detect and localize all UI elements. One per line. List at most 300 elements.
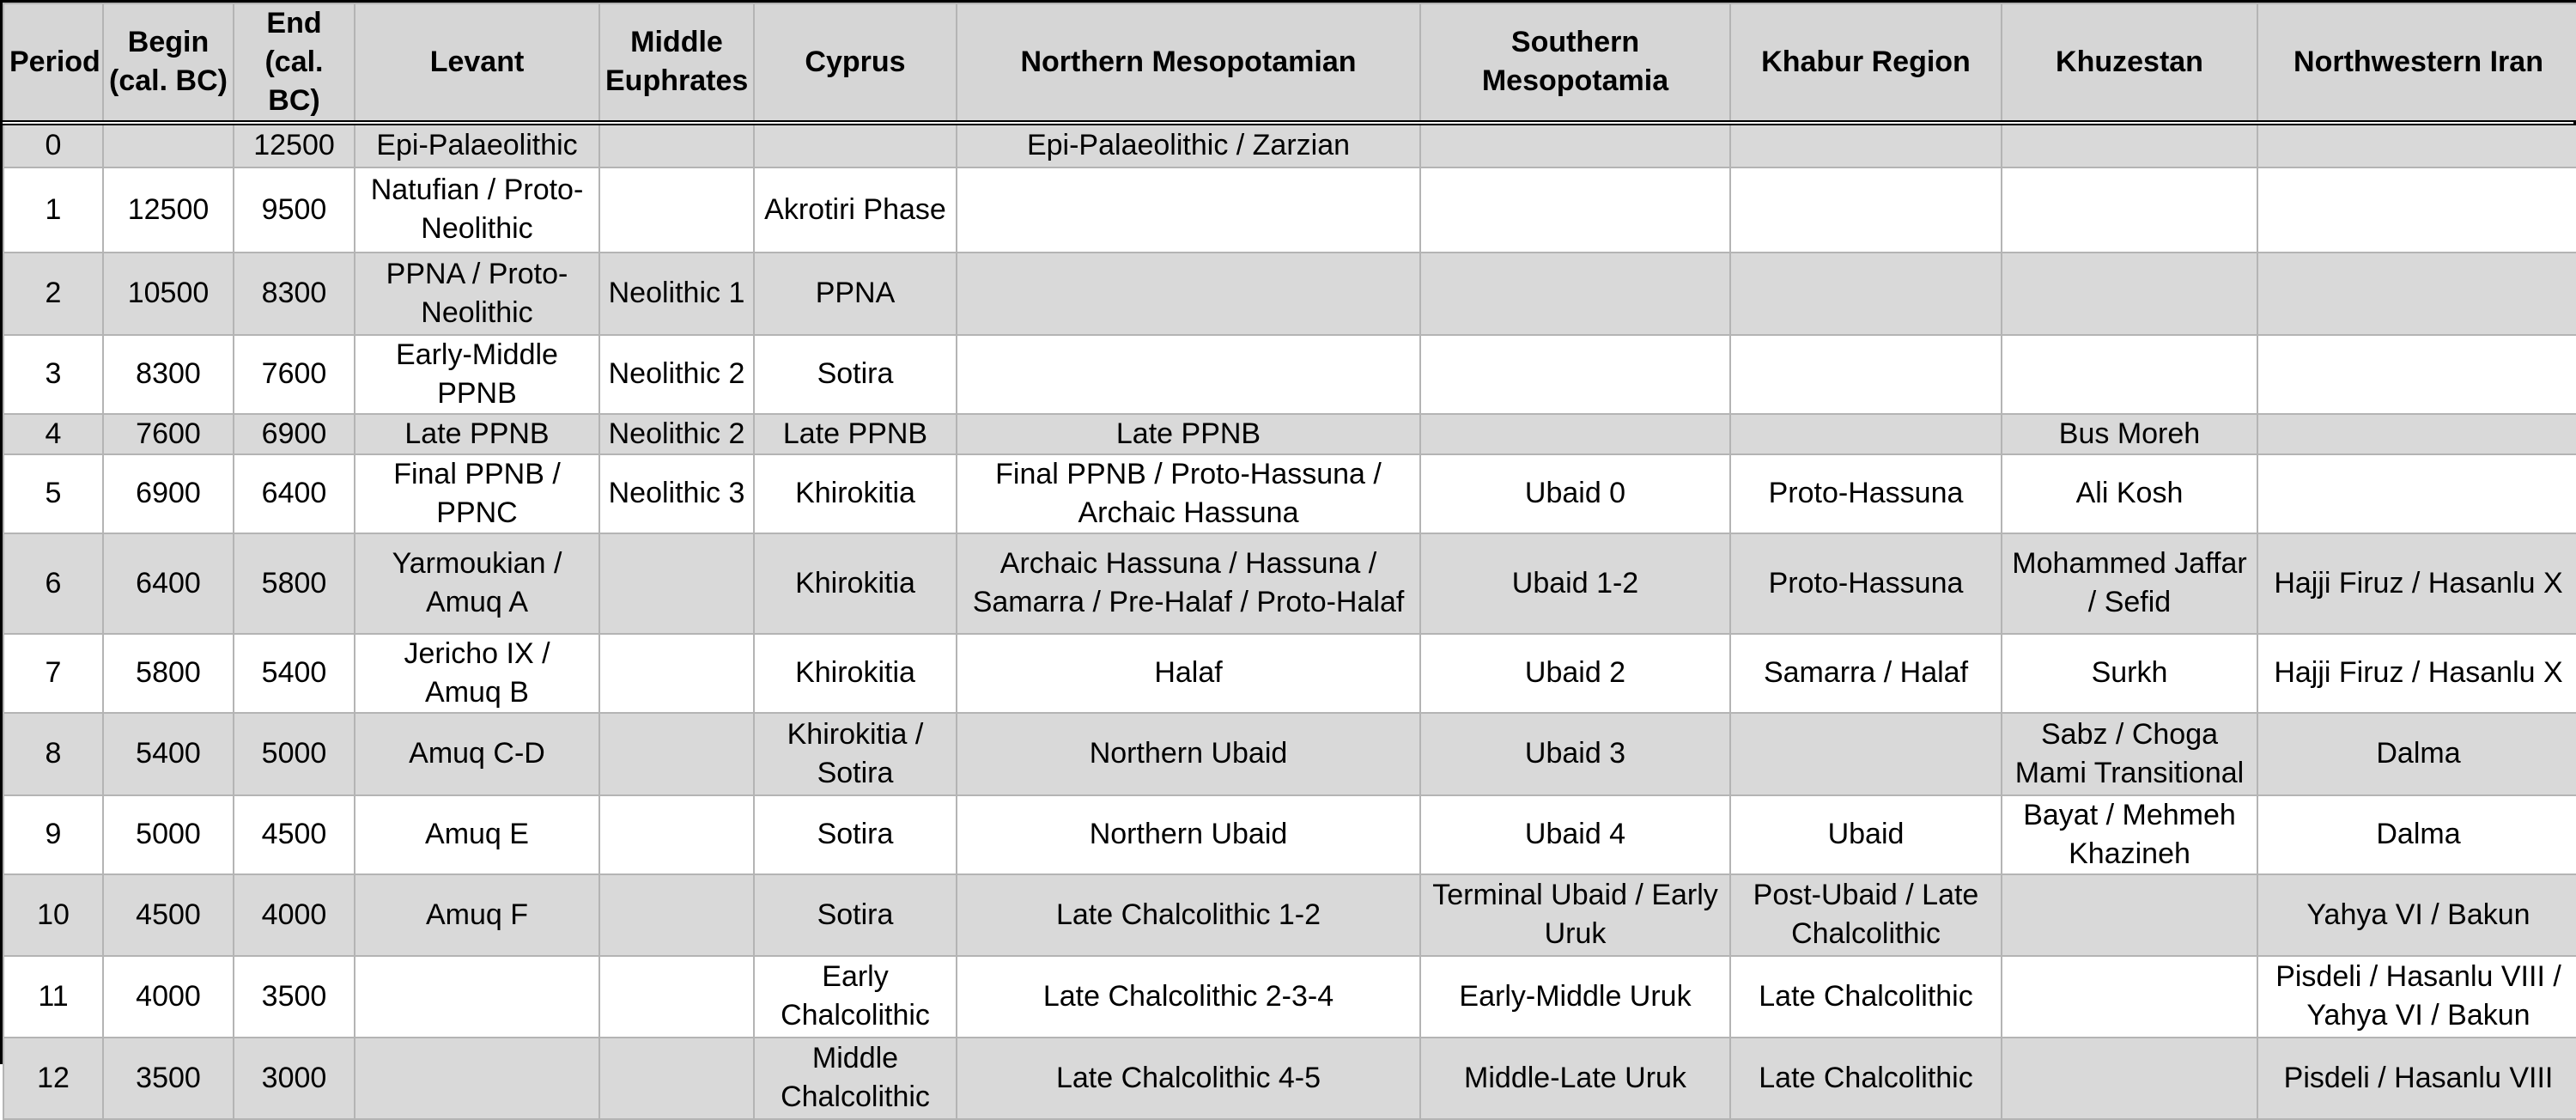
cell-khabur-region (1730, 167, 2002, 253)
cell-southern-mesopotamia (1420, 335, 1730, 414)
cell-northwestern-iran (2257, 414, 2576, 454)
cell-khabur-region (1730, 454, 2002, 533)
cell-text: 1 (45, 192, 62, 226)
cell-end (234, 795, 355, 874)
cell-text: Sotira (817, 818, 894, 851)
cell-end (234, 874, 355, 956)
cell-begin (103, 956, 234, 1038)
cell-text: Dalma (2376, 737, 2461, 770)
cell-begin (103, 795, 234, 874)
cell-text: 3 (45, 357, 62, 391)
cell-northwestern-iran (2257, 874, 2576, 956)
cell-text: 5 (45, 477, 62, 510)
cell-northern-mesopotamian (957, 1038, 1420, 1119)
column-header-middle-euphrates (599, 3, 754, 123)
cell-khabur-region (1730, 253, 2002, 335)
column-header-levant (355, 3, 599, 123)
cell-cyprus (754, 454, 957, 533)
column-header-khuzestan (2002, 3, 2257, 123)
cell-northwestern-iran (2257, 454, 2576, 533)
cell-text: Uruk (1544, 917, 1607, 950)
column-header-end (234, 3, 355, 123)
cell-khuzestan (2002, 253, 2257, 335)
cell-text: Final PPNB / Proto-Hassuna / (995, 457, 1382, 490)
column-header-text: (cal. BC) (264, 45, 324, 117)
cell-text: Northern Ubaid (1089, 737, 1288, 770)
cell-northern-mesopotamian (957, 634, 1420, 713)
cell-middle-euphrates (599, 795, 754, 874)
cell-text: Late Chalcolithic 1-2 (1055, 898, 1321, 931)
cell-northern-mesopotamian (957, 414, 1420, 454)
cell-text: Early-Middle (396, 338, 558, 371)
cell-middle-euphrates (599, 533, 754, 634)
cell-text: Dalma (2376, 818, 2461, 851)
cell-cyprus (754, 874, 957, 956)
cell-text: Amuq A (425, 586, 529, 618)
cell-text: Pisdeli / Hasanlu VIII (2283, 1061, 2554, 1094)
cell-northwestern-iran (2257, 634, 2576, 713)
table-row (3, 454, 2576, 533)
cell-text: Middle (811, 1042, 899, 1075)
cell-text: Terminal Ubaid / Early (1432, 879, 1718, 912)
cell-begin (103, 454, 234, 533)
cell-khuzestan (2002, 713, 2257, 795)
cell-text: Ubaid 0 (1524, 477, 1626, 510)
column-header-text: Southern Mesopotamia (1481, 26, 1669, 98)
cell-northwestern-iran (2257, 795, 2576, 874)
cell-northern-mesopotamian (957, 253, 1420, 335)
column-header-text: Khuzestan (2056, 45, 2203, 78)
cell-khabur-region (1730, 533, 2002, 634)
cell-middle-euphrates (599, 454, 754, 533)
column-header-text: Khabur Region (1761, 45, 1971, 78)
cell-text: Sotira (817, 357, 894, 391)
cell-text: Natufian / Proto- (370, 173, 584, 207)
cell-text: 6400 (136, 566, 201, 600)
cell-begin (103, 634, 234, 713)
cell-middle-euphrates (599, 253, 754, 335)
cell-text: Akrotiri Phase (764, 192, 946, 226)
cell-end (234, 713, 355, 795)
cell-end (234, 454, 355, 533)
cell-text: Early (822, 960, 889, 994)
cell-text: 7600 (261, 357, 327, 391)
cell-text: Hajji Firuz / Hasanlu X (2274, 656, 2563, 690)
cell-text: Chalcolithic (781, 1080, 930, 1113)
cell-cyprus (754, 713, 957, 795)
column-header-text: Northern Mesopotamian (1020, 45, 1357, 78)
cell-text: Proto-Hassuna (1768, 566, 1964, 600)
cell-levant (355, 533, 599, 634)
cell-end (234, 414, 355, 454)
cell-middle-euphrates (599, 1038, 754, 1119)
column-header-text: Period (9, 45, 100, 78)
cell-text: Late PPNB (1115, 417, 1261, 450)
cell-period (3, 533, 103, 634)
cell-levant (355, 167, 599, 253)
cell-text: 4500 (136, 898, 201, 931)
cell-text: 5800 (136, 656, 201, 690)
cell-text: Khirokitia (795, 656, 915, 690)
cell-text: Khazineh (2069, 837, 2190, 870)
cell-text: Khirokitia / (787, 717, 924, 751)
cell-text: Late Chalcolithic (1759, 1061, 1973, 1094)
cell-text: Bayat / Mehmeh (2023, 798, 2236, 831)
cell-text: Halaf (1154, 656, 1223, 690)
cell-southern-mesopotamia (1420, 1038, 1730, 1119)
cell-text: Epi-Palaeolithic / Zarzian (1026, 129, 1351, 162)
cell-period (3, 167, 103, 253)
cell-cyprus (754, 795, 957, 874)
cell-text: Middle-Late Uruk (1464, 1061, 1686, 1094)
cell-text: Amuq C-D (409, 737, 545, 770)
cell-text: Ali Kosh (2075, 477, 2184, 510)
cell-levant (355, 454, 599, 533)
cell-begin (103, 414, 234, 454)
cell-southern-mesopotamia (1420, 167, 1730, 253)
cell-khuzestan (2002, 414, 2257, 454)
cell-southern-mesopotamia (1420, 123, 1730, 167)
cell-period (3, 634, 103, 713)
cell-khabur-region (1730, 123, 2002, 167)
cell-text: Sotira (817, 898, 894, 931)
table-row (3, 1038, 2576, 1119)
cell-end (234, 253, 355, 335)
cell-levant (355, 123, 599, 167)
cell-middle-euphrates (599, 956, 754, 1038)
cell-period (3, 335, 103, 414)
cell-northern-mesopotamian (957, 956, 1420, 1038)
cell-text: 10 (37, 898, 70, 931)
cell-khuzestan (2002, 335, 2257, 414)
cell-text: 6 (45, 566, 62, 600)
cell-text: 12 (37, 1061, 70, 1094)
cell-khuzestan (2002, 795, 2257, 874)
cell-period (3, 414, 103, 454)
cell-text: 2 (45, 277, 62, 310)
cell-text: Ubaid 1-2 (1511, 566, 1639, 600)
cell-text: 4 (45, 417, 62, 450)
cell-northwestern-iran (2257, 533, 2576, 634)
cell-text: Ubaid 2 (1524, 656, 1626, 690)
cell-khuzestan (2002, 956, 2257, 1038)
cell-khabur-region (1730, 1038, 2002, 1119)
cell-text: 9 (45, 818, 62, 851)
cell-text: Late Chalcolithic 4-5 (1055, 1061, 1321, 1094)
cell-text: Amuq B (425, 675, 529, 709)
cell-end (234, 167, 355, 253)
cell-text: Archaic Hassuna / Hassuna / (999, 547, 1377, 581)
cell-text: Early-Middle Uruk (1459, 979, 1692, 1013)
cell-text: 0 (45, 129, 62, 162)
cell-text: Jericho IX / (404, 636, 550, 670)
cell-text: 8300 (136, 357, 201, 391)
cell-northwestern-iran (2257, 253, 2576, 335)
column-header-text: Middle (630, 26, 723, 59)
cell-northwestern-iran (2257, 123, 2576, 167)
column-header-text: End (266, 7, 322, 40)
cell-text: Yahya VI / Bakun (2306, 898, 2530, 931)
table-row (3, 795, 2576, 874)
cell-northern-mesopotamian (957, 454, 1420, 533)
cell-text: 6900 (261, 417, 327, 450)
table-row (3, 167, 2576, 253)
column-header-text: Begin (127, 26, 210, 59)
cell-text: Proto-Hassuna (1768, 477, 1964, 510)
column-header-period (3, 3, 103, 123)
cell-begin (103, 123, 234, 167)
cell-text: 5800 (261, 566, 327, 600)
cell-text: PPNA / Proto- (386, 257, 568, 290)
cell-levant (355, 335, 599, 414)
cell-text: 6400 (261, 477, 327, 510)
column-header-text: Levant (429, 45, 525, 78)
cell-khuzestan (2002, 533, 2257, 634)
cell-text: 9500 (261, 192, 327, 226)
column-header-cyprus (754, 3, 957, 123)
cell-northern-mesopotamian (957, 874, 1420, 956)
table-row (3, 414, 2576, 454)
cell-khabur-region (1730, 335, 2002, 414)
table-row (3, 533, 2576, 634)
cell-northwestern-iran (2257, 167, 2576, 253)
cell-text: 4000 (261, 898, 327, 931)
cell-middle-euphrates (599, 123, 754, 167)
table-row (3, 634, 2576, 713)
cell-northern-mesopotamian (957, 123, 1420, 167)
table-row (3, 123, 2576, 167)
cell-text: Chalcolithic (781, 999, 930, 1032)
cell-text: Late PPNB (782, 417, 928, 450)
cell-text: 3000 (261, 1061, 327, 1094)
cell-northwestern-iran (2257, 335, 2576, 414)
cell-northern-mesopotamian (957, 533, 1420, 634)
cell-text: Late PPNB (404, 417, 550, 450)
cell-begin (103, 874, 234, 956)
column-header-southern-mesopotamia (1420, 3, 1730, 123)
cell-southern-mesopotamia (1420, 713, 1730, 795)
cell-text: Late Chalcolithic (1759, 979, 1973, 1013)
table-row (3, 956, 2576, 1038)
cell-text: PPNB (437, 376, 517, 410)
cell-cyprus (754, 253, 957, 335)
cell-cyprus (754, 123, 957, 167)
cell-text: Epi-Palaeolithic (376, 129, 578, 162)
cell-khuzestan (2002, 1038, 2257, 1119)
cell-text: Amuq F (425, 898, 529, 931)
table-body (3, 123, 2576, 1119)
cell-khuzestan (2002, 123, 2257, 167)
cell-text: Bus Moreh (2058, 417, 2201, 450)
cell-text: Sabz / Choga (2040, 717, 2219, 751)
cell-northern-mesopotamian (957, 167, 1420, 253)
cell-middle-euphrates (599, 167, 754, 253)
cell-text: Samarra / Pre-Halaf / Proto-Halaf (972, 586, 1405, 618)
cell-end (234, 634, 355, 713)
cell-end (234, 533, 355, 634)
cell-khuzestan (2002, 167, 2257, 253)
cell-text: Neolithic (421, 295, 533, 329)
cell-khuzestan (2002, 454, 2257, 533)
cell-text: Samarra / Halaf (1763, 656, 1969, 690)
cell-begin (103, 713, 234, 795)
cell-southern-mesopotamia (1420, 874, 1730, 956)
cell-levant (355, 795, 599, 874)
cell-text: Neolithic 2 (608, 417, 745, 450)
cell-text: 4000 (136, 979, 201, 1013)
cell-northwestern-iran (2257, 713, 2576, 795)
table-row (3, 335, 2576, 414)
cell-text: Final PPNB / (393, 457, 561, 490)
cell-cyprus (754, 956, 957, 1038)
cell-text: Late Chalcolithic 2-3-4 (1042, 979, 1334, 1013)
cell-period (3, 713, 103, 795)
cell-southern-mesopotamia (1420, 634, 1730, 713)
cell-middle-euphrates (599, 335, 754, 414)
column-header-northwestern-iran (2257, 3, 2576, 123)
cell-southern-mesopotamia (1420, 414, 1730, 454)
cell-middle-euphrates (599, 634, 754, 713)
cell-begin (103, 335, 234, 414)
cell-text: 12500 (253, 129, 335, 162)
table-row (3, 874, 2576, 956)
cell-text: Surkh (2091, 656, 2168, 690)
cell-middle-euphrates (599, 713, 754, 795)
cell-cyprus (754, 414, 957, 454)
cell-khabur-region (1730, 414, 2002, 454)
column-header-begin (103, 3, 234, 123)
cell-southern-mesopotamia (1420, 253, 1730, 335)
cell-text: Ubaid 4 (1524, 818, 1626, 851)
header-row (3, 3, 2576, 123)
cell-northern-mesopotamian (957, 335, 1420, 414)
cell-period (3, 795, 103, 874)
cell-text: 5000 (261, 737, 327, 770)
cell-begin (103, 167, 234, 253)
cell-northwestern-iran (2257, 1038, 2576, 1119)
cell-levant (355, 253, 599, 335)
cell-khabur-region (1730, 713, 2002, 795)
table-header (3, 3, 2576, 123)
cell-text: Ubaid (1827, 818, 1905, 851)
cell-text: Yahya VI / Bakun (2306, 999, 2530, 1032)
cell-text: 5400 (261, 656, 327, 690)
cell-text: 3500 (136, 1061, 201, 1094)
cell-text: Neolithic 2 (608, 357, 745, 391)
cell-period (3, 454, 103, 533)
cell-middle-euphrates (599, 414, 754, 454)
cell-text: Pisdeli / Hasanlu VIII / (2275, 960, 2561, 994)
cell-text: Khirokitia (795, 477, 915, 510)
cell-text: Khirokitia (795, 566, 915, 600)
cell-levant (355, 874, 599, 956)
cell-levant (355, 956, 599, 1038)
cell-southern-mesopotamia (1420, 533, 1730, 634)
cell-text: Hajji Firuz / Hasanlu X (2274, 566, 2563, 600)
cell-cyprus (754, 167, 957, 253)
cell-text: 4500 (261, 818, 327, 851)
cell-period (3, 956, 103, 1038)
cell-end (234, 335, 355, 414)
column-header-text: Cyprus (805, 45, 906, 78)
cell-text: Yarmoukian / (392, 547, 562, 581)
cell-text: Mami Transitional (2014, 756, 2245, 789)
cell-northwestern-iran (2257, 956, 2576, 1038)
cell-end (234, 1038, 355, 1119)
cell-text: 8300 (261, 277, 327, 310)
cell-khabur-region (1730, 634, 2002, 713)
cell-text: 3500 (261, 979, 327, 1013)
cell-end (234, 123, 355, 167)
cell-northern-mesopotamian (957, 795, 1420, 874)
cell-text: 8 (45, 737, 62, 770)
column-header-text: (cal. BC) (109, 64, 228, 98)
cell-khuzestan (2002, 874, 2257, 956)
column-header-text: Euphrates (605, 64, 749, 98)
cell-khabur-region (1730, 795, 2002, 874)
column-header-khabur-region (1730, 3, 2002, 123)
cell-period (3, 1038, 103, 1119)
cell-text: 7600 (136, 417, 201, 450)
cell-begin (103, 533, 234, 634)
cell-northern-mesopotamian (957, 713, 1420, 795)
cell-text: 12500 (127, 192, 210, 226)
cell-begin (103, 253, 234, 335)
cell-text: Neolithic 3 (608, 477, 745, 510)
chronology-table (3, 3, 2576, 1120)
column-header-northern-mesopotamian (957, 3, 1420, 123)
cell-cyprus (754, 1038, 957, 1119)
table-row (3, 253, 2576, 335)
cell-southern-mesopotamia (1420, 454, 1730, 533)
cell-text: Northern Ubaid (1089, 818, 1288, 851)
cell-text: Archaic Hassuna (1078, 496, 1299, 529)
cell-levant (355, 1038, 599, 1119)
cell-text: 11 (38, 979, 69, 1013)
cell-begin (103, 1038, 234, 1119)
cell-southern-mesopotamia (1420, 795, 1730, 874)
cell-cyprus (754, 335, 957, 414)
column-header-text: Northwestern Iran (2293, 45, 2543, 78)
cell-khabur-region (1730, 956, 2002, 1038)
cell-text: Amuq E (425, 818, 529, 851)
cell-end (234, 956, 355, 1038)
cell-text: 6900 (136, 477, 201, 510)
cell-text: Chalcolithic (1791, 917, 1941, 950)
cell-text: PPNC (436, 496, 518, 529)
cell-middle-euphrates (599, 874, 754, 956)
cell-text: 7 (45, 656, 62, 690)
cell-period (3, 253, 103, 335)
cell-text: 5400 (136, 737, 201, 770)
cell-khuzestan (2002, 634, 2257, 713)
cell-text: Neolithic (421, 212, 533, 246)
cell-levant (355, 634, 599, 713)
cell-text: / Sefid (2087, 586, 2172, 618)
cell-text: Sotira (817, 756, 894, 789)
cell-text: PPNA (815, 277, 896, 310)
cell-khabur-region (1730, 874, 2002, 956)
cell-levant (355, 713, 599, 795)
table-row (3, 713, 2576, 795)
cell-cyprus (754, 634, 957, 713)
cell-levant (355, 414, 599, 454)
cell-text: 5000 (136, 818, 201, 851)
cell-text: 10500 (127, 277, 210, 310)
cell-period (3, 874, 103, 956)
cell-period (3, 123, 103, 167)
cell-text: Neolithic 1 (608, 277, 745, 310)
